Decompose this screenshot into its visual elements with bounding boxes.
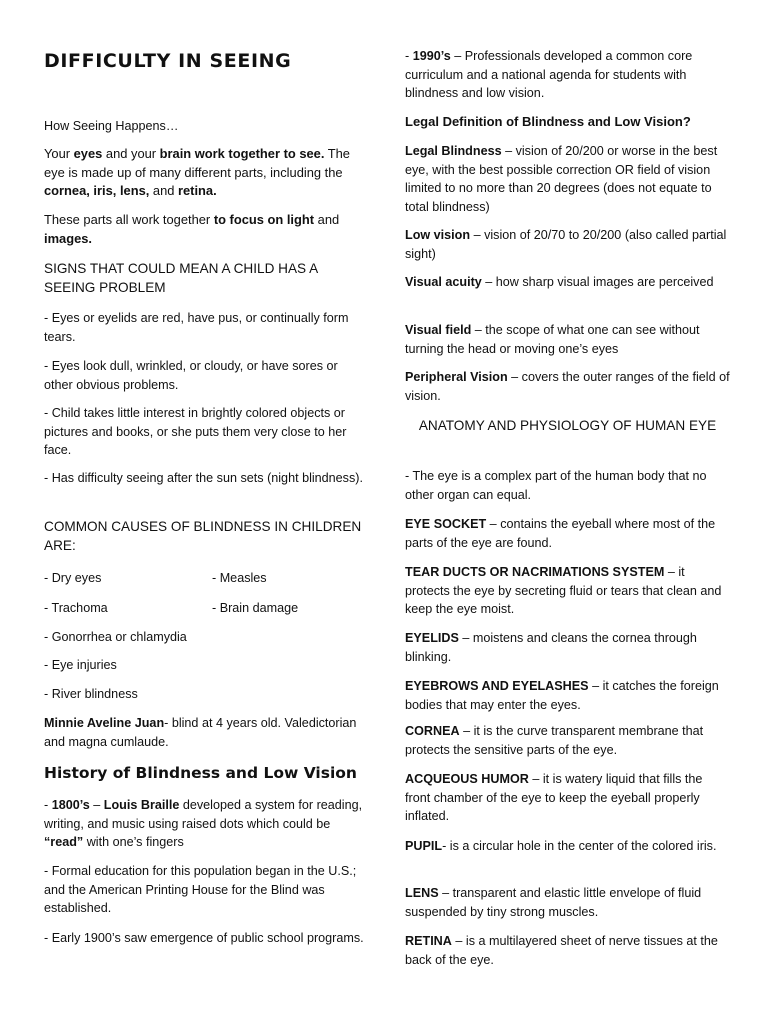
lens-paragraph: LENS – transparent and elastic little envelope of fluid suspended by tiny strong muscles. [405, 886, 702, 919]
eye-socket-paragraph: EYE SOCKET – contains the eyeball where most of the parts of the eye are found. [405, 517, 716, 550]
sign-item: - Eyes look dull, wrinkled, or cloudy, or have sores or other obvious problems. [44, 359, 338, 392]
visual-field-paragraph: Visual field – the scope of what one can see without turning the head or moving one’s eyes [405, 323, 700, 356]
cause-item: - Eye injuries [44, 658, 117, 672]
causes-row [44, 569, 364, 588]
legal-definition-heading: Legal Definition of Blindness and Low Vision? [405, 114, 691, 129]
sign-item: - Has difficulty seeing after the sun sets (night blindness). [44, 471, 363, 485]
legal-blindness-paragraph: Legal Blindness – vision of 20/200 or worse in the best eye, with the best possible correction OR field of vision limited to no more than 20 degrees (does not equate to total blindness) [405, 144, 718, 214]
eyebrows-paragraph: EYEBROWS AND EYELASHES – it catches the foreign bodies that may enter the eyes. [405, 679, 719, 712]
cause-item: - Measles [212, 571, 267, 585]
causes-heading: COMMON CAUSES OF BLINDNESS IN CHILDREN ARE: [44, 519, 362, 553]
signs-heading: SIGNS THAT COULD MEAN A CHILD HAS A SEEING PROBLEM [44, 261, 318, 295]
eyelids-paragraph: EYELIDS – moistens and cleans the cornea through blinking. [405, 631, 697, 664]
minnie-paragraph: Minnie Aveline Juan- blind at 4 years old. Valedictorian and magna cumlaude. [44, 716, 357, 749]
how-seeing-heading: How Seeing Happens… [44, 119, 179, 133]
history-paragraph-1: - 1800’s – Louis Braille developed a system for reading, writing, and music using raised dots which could be “read” with one’s fingers [44, 798, 363, 849]
cause-item: - Dry eyes [44, 571, 102, 585]
sign-item: - Child takes little interest in brightly colored objects or pictures and books, or she puts them very close to her face. [44, 406, 347, 457]
cornea-paragraph: CORNEA – it is the curve transparent membrane that protects the sensitive parts of the eye. [405, 724, 704, 757]
peripheral-vision-paragraph: Peripheral Vision – covers the outer ranges of the field of vision. [405, 370, 730, 403]
causes-row [44, 599, 364, 618]
pupil-paragraph: PUPIL- is a circular hole in the center of the colored iris. [405, 839, 717, 853]
history-paragraph-3: - Early 1900’s saw emergence of public school programs. [44, 931, 364, 945]
anatomy-intro: - The eye is a complex part of the human body that no other organ can equal. [405, 469, 707, 502]
cause-item: - River blindness [44, 687, 138, 701]
retina-paragraph: RETINA – is a multilayered sheet of nerve tissues at the back of the eye. [405, 934, 718, 967]
document-title: DIFFICULTY IN SEEING [44, 50, 292, 72]
history-paragraph-2: - Formal education for this population began in the U.S.; and the American Printing House for the Blind was established. [44, 864, 357, 915]
aqueous-humor-paragraph: ACQUEOUS HUMOR – it is watery liquid that fills the front chamber of the eye to keep the eyeball properly inflated. [405, 772, 703, 823]
history-heading: History of Blindness and Low Vision [44, 764, 357, 782]
cause-item: - Trachoma [44, 601, 108, 615]
sign-item: - Eyes or eyelids are red, have pus, or continually form tears. [44, 311, 349, 344]
low-vision-paragraph: Low vision – vision of 20/70 to 20/200 (also called partial sight) [405, 228, 727, 261]
how-seeing-paragraph-2: These parts all work together to focus on light and images. [44, 212, 340, 246]
cause-item: - Brain damage [212, 601, 299, 615]
anatomy-heading: ANATOMY AND PHYSIOLOGY OF HUMAN EYE [418, 418, 717, 433]
visual-acuity-paragraph: Visual acuity – how sharp visual images are perceived [405, 275, 714, 289]
history-1990s-paragraph: - 1990’s – Professionals developed a common core curriculum and a national agenda for students with blindness and low vision. [405, 49, 693, 100]
tear-ducts-paragraph: TEAR DUCTS OR NACRIMATIONS SYSTEM – it protects the eye by secreting fluid or tears that clean and keep the eye moist. [405, 565, 722, 616]
cause-item: - Gonorrhea or chlamydia [44, 630, 187, 644]
how-seeing-paragraph-1: Your eyes and your brain work together to see. The eye is made up of many different parts, including the cornea, iris, lens, and retina. [44, 146, 350, 198]
